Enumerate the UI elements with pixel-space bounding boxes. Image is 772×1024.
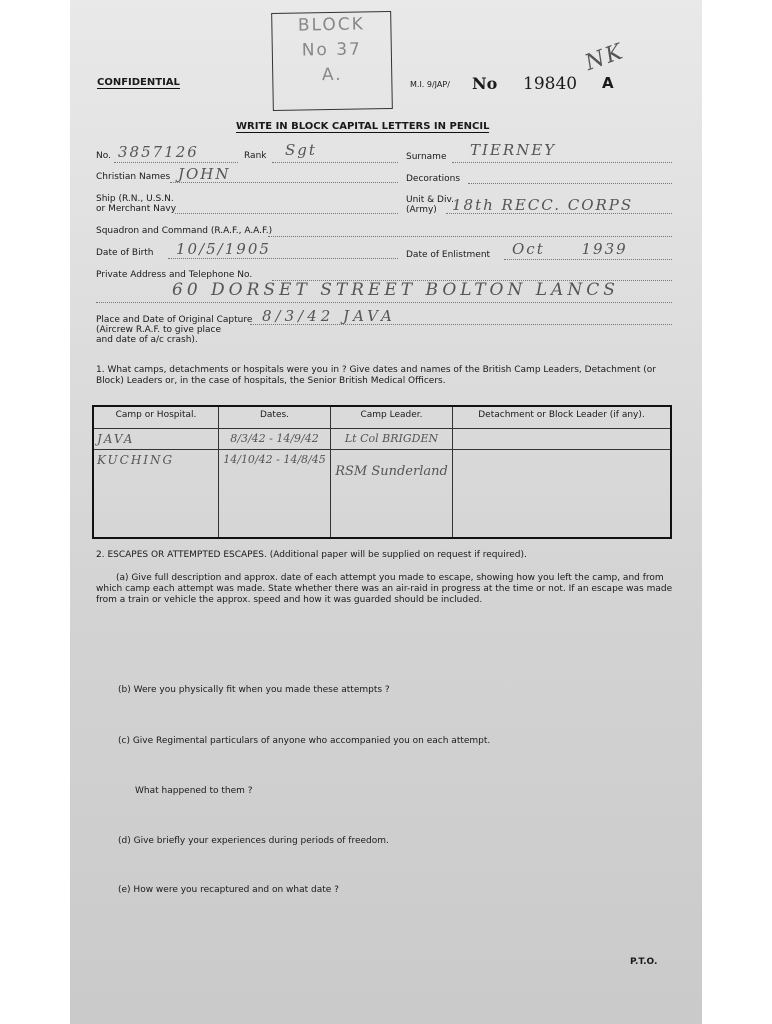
block-stamp [271,11,393,111]
handwritten-annotation: NK [581,38,628,77]
pto-label: P.T.O. [630,957,658,967]
stamp-text: No 37 [301,39,363,61]
rank-value[interactable]: Sgt [285,141,317,159]
number-label: No [472,74,498,93]
leader-cell[interactable]: Lt Col BRIGDEN [331,428,453,449]
question-2e: (e) How were you recaptured and on what date ? [118,885,339,895]
dob-value[interactable]: 10/5/1905 [176,240,271,258]
document-suffix: A [602,74,614,92]
table-header-row [93,406,671,428]
rank-label: Rank [244,151,267,161]
detachment-cell[interactable] [453,428,672,449]
christian-names-value[interactable]: JOHN [178,165,231,183]
camps-table [92,405,672,539]
dates-cell[interactable]: 14/10/42 - 14/8/45 [219,449,331,538]
camp-cell[interactable]: JAVA [93,428,219,449]
dob-label: Date of Birth [96,248,154,258]
camp-cell[interactable]: KUCHING [93,449,219,538]
ship-label: Ship (R.N., U.S.N. or Merchant Navy [96,194,177,214]
enlistment-value[interactable]: Oct 1939 [512,240,628,258]
christian-names-label: Christian Names [96,172,171,182]
unit-label: Unit & Div. (Army) [406,195,454,215]
header-detachment: Detachment or Block Leader (if any). [453,406,672,428]
stamp-text: A. [321,64,343,86]
question-2a: (a) Give full description and approx. date of each attempt you made to escape, showing how you left the camp, and from which camp each attempt was made. State whether there was an air-raid in progress at the time or not. If an escape was made from a train or vehicle the approx. speed and how it was guarded should be included. [96,573,673,605]
surname-label: Surname [406,152,447,162]
service-number-value[interactable]: 3857126 [118,143,199,161]
question-2b: (b) Were you physically fit when you made these attempts ? [118,685,390,695]
unit-value[interactable]: 18th RECC. CORPS [452,196,634,214]
reference-prefix: M.I. 9/JAP/ [410,80,450,89]
question-2-title: 2. ESCAPES OR ATTEMPTED ESCAPES. (Additional paper will be supplied on request if required). [96,550,527,560]
question-2d: (d) Give briefly your experiences during periods of freedom. [118,836,389,846]
no-label: No. [96,151,111,161]
question-2c-followup: What happened to them ? [135,786,253,796]
enlistment-label: Date of Enlistment [406,250,491,260]
capture-label: Place and Date of Original Capture (Aircrew R.A.F. to give place and date of a/c crash). [96,315,253,345]
confidential-label: CONFIDENTIAL [97,77,180,88]
header-dates: Dates. [219,406,331,428]
header-leader: Camp Leader. [331,406,453,428]
header-camp: Camp or Hospital. [93,406,219,428]
stamp-text: BLOCK [297,14,366,36]
table-row [93,449,671,538]
instruction-heading: WRITE IN BLOCK CAPITAL LETTERS IN PENCIL [236,121,490,132]
capture-value[interactable]: 8/3/42 JAVA [262,307,396,325]
table-row [93,428,671,449]
squadron-label: Squadron and Command (R.A.F., A.A.F.) [96,226,273,236]
detachment-cell[interactable] [453,449,672,538]
document-number: 19840 [523,74,578,94]
decorations-label: Decorations [406,174,461,184]
question-2c: (c) Give Regimental particulars of anyone who accompanied you on each attempt. [118,736,491,746]
question-1: 1. What camps, detachments or hospitals were you in ? Give dates and names of the British Camp Leaders, Detachment (or Block) Leaders or, in the case of hospitals, the Senior British Medical Officers. [96,365,656,386]
surname-value[interactable]: TIERNEY [470,141,557,159]
dates-cell[interactable]: 8/3/42 - 14/9/42 [219,428,331,449]
leader-cell[interactable]: RSM Sunderland [331,449,453,538]
address-value[interactable]: 60 DORSET STREET BOLTON LANCS [172,280,619,300]
address-label: Private Address and Telephone No. [96,270,253,280]
